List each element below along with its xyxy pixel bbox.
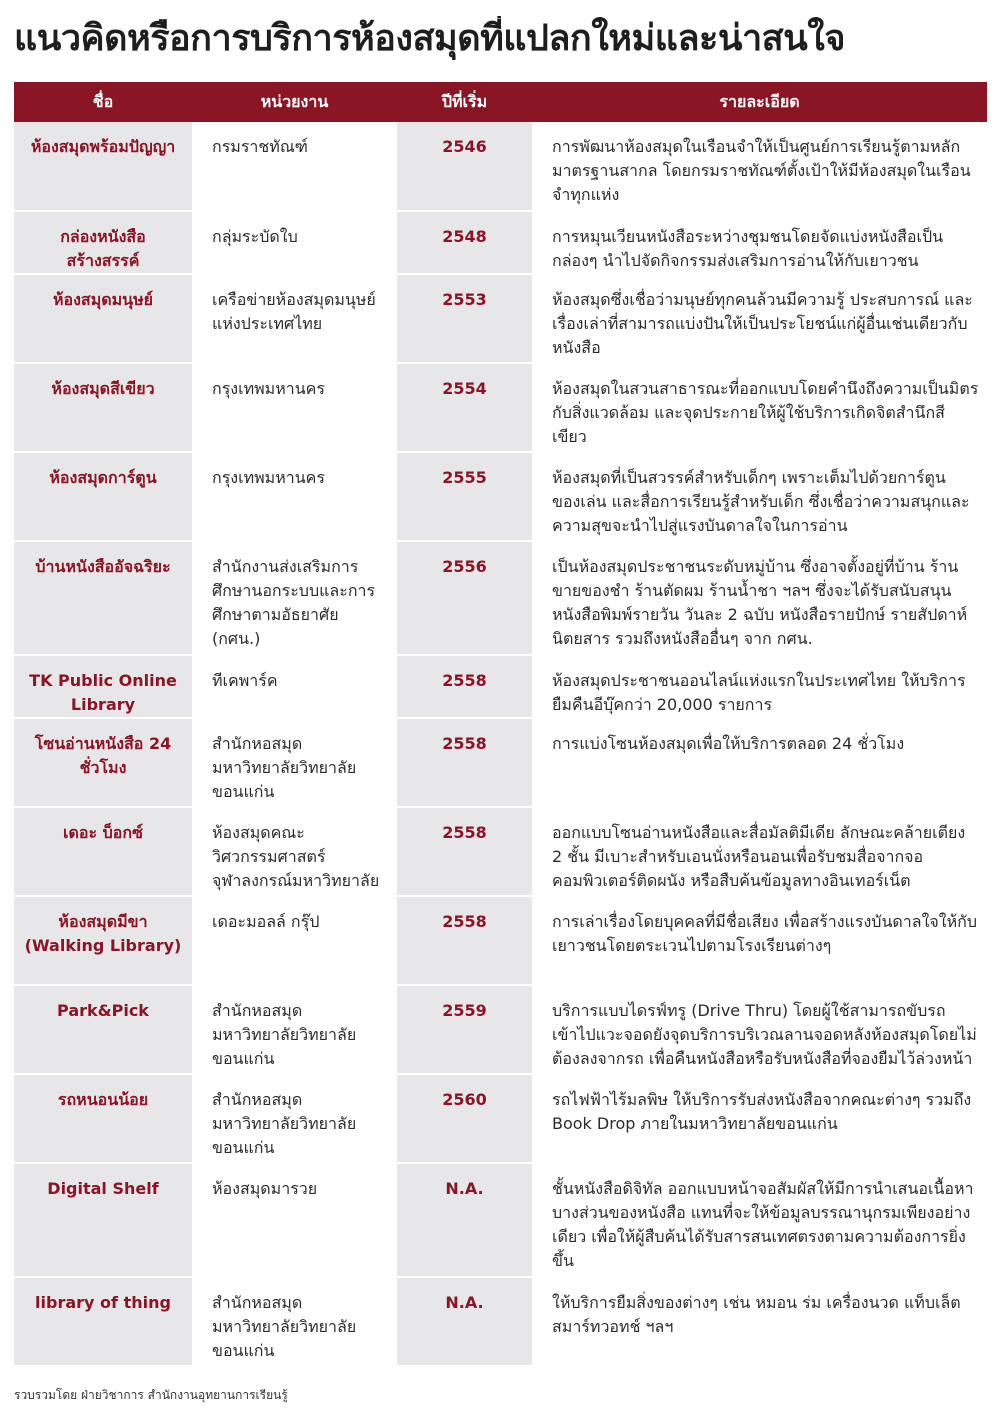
table-row (14, 719, 987, 808)
cell-details: เป็นห้องสมุดประชาชนระดับหมู่บ้าน ซึ่งอาจตั้งอยู่ที่บ้าน ร้านขายของชำ ร้านตัดผม ร้านน้ำชา ฯลฯ ซึ่งจะได้รับสนับสนุนหนังสือพิมพ์รายวัน วันละ 2 ฉบับ หนังสือรายปักษ์ รายสัปดาห์ นิตยสาร รวมถึงหนังสืออื่นๆ จาก กศน. (552, 557, 968, 648)
cell-year: 2560 (397, 1075, 532, 1162)
cell-details: ออกแบบโซนอ่านหนังสือและสื่อมัลติมีเดีย ลักษณะคล้ายเตียง 2 ชั้น มีเบาะสำหรับเอนนั่งหรือนอนเพื่อรับชมสื่อจากจอคอมพิวเตอร์ติดผนัง หรือสืบค้นข้อมูลทางอินเทอร์เน็ต (552, 823, 966, 890)
cell-agency: เครือข่ายห้องสมุดมนุษย์แห่งประเทศไทย (212, 290, 376, 333)
table-row (14, 1278, 987, 1367)
table-row (14, 1075, 987, 1164)
cell-name: โซนอ่านหนังสือ 24 ชั่วโมง (14, 719, 192, 806)
cell-year: 2559 (397, 986, 532, 1073)
table-row (14, 275, 987, 364)
cell-name: library of thing (14, 1278, 192, 1365)
cell-details: การพัฒนาห้องสมุดในเรือนจำให้เป็นศูนย์การเรียนรู้ตามหลักมาตรฐานสากล โดยกรมราชทัณฑ์ตั้งเป้าให้มีห้องสมุดในเรือนจำทุกแห่ง (552, 137, 971, 204)
cell-agency: สำนักหอสมุด มหาวิทยาลัยวิทยาลัยขอนแก่น (212, 734, 357, 801)
cell-details: รถไฟฟ้าไร้มลพิษ ให้บริการรับส่งหนังสือจากคณะต่างๆ รวมถึง Book Drop ภายในมหาวิทยาลัยขอนแก่น (552, 1090, 972, 1133)
cell-agency: กรุงเทพมหานคร (212, 468, 325, 487)
cell-agency: ทีเคพาร์ค (212, 671, 278, 690)
cell-agency: เดอะมอลล์ กรุ๊ป (212, 912, 320, 931)
table-header (14, 82, 987, 122)
cell-details: ชั้นหนังสือดิจิทัล ออกแบบหน้าจอสัมผัสให้มีการนำเสนอเนื้อหาบางส่วนของหนังสือ แทนที่จะให้ข้อมูลบรรณานุกรมเพียงอย่างเดียว เพื่อให้ผู้สืบค้นได้รับสารสนเทศตรงตามความต้องการยิ่งขึ้น (552, 1179, 974, 1270)
cell-details: บริการแบบไดรฟ์ทรู (Drive Thru) โดยผู้ใช้สามารถขับรถเข้าไปแวะจอดยังจุดบริการบริเวณลานจอดหลังห้องสมุดโดยไม่ต้องลงจากรถ เพื่อคืนหนังสือหรือรับหนังสือที่จองยืมไว้ล่วงหน้า (552, 1001, 977, 1068)
cell-name: TK Public Online Library (14, 656, 192, 717)
cell-year: 2558 (397, 808, 532, 895)
table-row (14, 897, 987, 986)
cell-name: กล่องหนังสือสร้างสรรค์ (14, 212, 192, 273)
cell-details: การเล่าเรื่องโดยบุคคลที่มีชื่อเสียง เพื่อสร้างแรงบันดาลใจให้กับเยาวชนโดยตระเวนไปตามโรงเรียนต่างๆ (552, 912, 977, 955)
table-row (14, 656, 987, 719)
cell-details: ห้องสมุดซึ่งเชื่อว่ามนุษย์ทุกคนล้วนมีความรู้ ประสบการณ์ และเรื่องเล่าที่สามารถแบ่งปันให้เป็นประโยชน์แก่ผู้อื่นเช่นเดียวกับหนังสือ (552, 290, 973, 357)
cell-name: เดอะ บ็อกซ์ (14, 808, 192, 895)
table-row (14, 1164, 987, 1278)
header-details: รายละเอียด (719, 91, 800, 111)
cell-year: 2558 (397, 656, 532, 717)
table-row (14, 453, 987, 542)
header-agency: หน่วยงาน (260, 91, 329, 111)
cell-agency: สำนักงานส่งเสริมการศึกษานอกระบบและการศึกษาตามอัธยาศัย (กศน.) (212, 557, 376, 648)
cell-name: ห้องสมุดมีขา (Walking Library) (14, 897, 192, 984)
cell-name: บ้านหนังสืออัจฉริยะ (14, 542, 192, 654)
cell-year: N.A. (397, 1164, 532, 1276)
cell-agency: ห้องสมุดมารวย (212, 1179, 318, 1198)
table-row (14, 986, 987, 1075)
cell-year: 2558 (397, 897, 532, 984)
cell-year: 2553 (397, 275, 532, 362)
cell-agency: สำนักหอสมุด มหาวิทยาลัยวิทยาลัยขอนแก่น (212, 1293, 357, 1360)
library-services-table (14, 82, 987, 1367)
cell-year: 2554 (397, 364, 532, 451)
cell-agency: กรุงเทพมหานคร (212, 379, 325, 398)
cell-name: Digital Shelf (14, 1164, 192, 1276)
cell-details: ให้บริการยืมสิ่งของต่างๆ เช่น หมอน ร่ม เครื่องนวด แท็บเล็ต สมาร์ทวอทช์ ฯลฯ (552, 1293, 961, 1336)
cell-details: การหมุนเวียนหนังสือระหว่างชุมชนโดยจัดแบ่งหนังสือเป็นกล่องๆ นำไปจัดกิจกรรมส่งเสริมการอ่านให้กับเยาวชน (552, 227, 944, 270)
cell-name: รถหนอนน้อย (14, 1075, 192, 1162)
cell-details: การแบ่งโซนห้องสมุดเพื่อให้บริการตลอด 24 ชั่วโมง (552, 734, 905, 753)
cell-agency: สำนักหอสมุด มหาวิทยาลัยวิทยาลัยขอนแก่น (212, 1001, 357, 1068)
cell-agency: กรมราชทัณฑ์ (212, 137, 308, 156)
source-note: รวบรวมโดย ฝ่ายวิชาการ สำนักงานอุทยานการเรียนรู้ (14, 1388, 288, 1402)
header-name: ชื่อ (92, 91, 114, 111)
cell-name: ห้องสมุดพร้อมปัญญา (14, 122, 192, 210)
cell-details: ห้องสมุดที่เป็นสวรรค์สำหรับเด็กๆ เพราะเต็มไปด้วยการ์ตูน ของเล่น และสื่อการเรียนรู้สำหรับเด็ก ซึ่งเชื่อว่าความสนุกและความสุขจะนำไปสู่แรงบันดาลใจในการอ่าน (552, 468, 970, 535)
cell-agency: ห้องสมุดคณะวิศวกรรมศาสตร์ จุฬาลงกรณ์มหาวิทยาลัย (212, 823, 380, 890)
header-year: ปีที่เริ่ม (441, 91, 488, 111)
cell-agency: กลุ่มระบัดใบ (212, 227, 298, 246)
cell-agency: สำนักหอสมุด มหาวิทยาลัยวิทยาลัยขอนแก่น (212, 1090, 357, 1157)
cell-details: ห้องสมุดประชาชนออนไลน์แห่งแรกในประเทศไทย ให้บริการยืมคืนอีบุ๊คกว่า 20,000 รายการ (552, 671, 966, 714)
table-row (14, 364, 987, 453)
page-title: แนวคิดหรือการบริการห้องสมุดที่แปลกใหม่และน่าสนใจ (14, 18, 845, 59)
cell-year: 2556 (397, 542, 532, 654)
cell-year: N.A. (397, 1278, 532, 1365)
cell-name: ห้องสมุดการ์ตูน (14, 453, 192, 540)
cell-name: Park&Pick (14, 986, 192, 1073)
cell-name: ห้องสมุดมนุษย์ (14, 275, 192, 362)
table-row (14, 542, 987, 656)
cell-name: ห้องสมุดสีเขียว (14, 364, 192, 451)
cell-year: 2548 (397, 212, 532, 273)
cell-year: 2546 (397, 122, 532, 210)
table-row (14, 808, 987, 897)
table-row (14, 122, 987, 212)
cell-year: 2558 (397, 719, 532, 806)
cell-year: 2555 (397, 453, 532, 540)
cell-details: ห้องสมุดในสวนสาธารณะที่ออกแบบโดยคำนึงถึงความเป็นมิตรกับสิ่งแวดล้อม และจุดประกายให้ผู้ใช้บริการเกิดจิตสำนึกสีเขียว (552, 379, 979, 446)
table-row (14, 212, 987, 275)
